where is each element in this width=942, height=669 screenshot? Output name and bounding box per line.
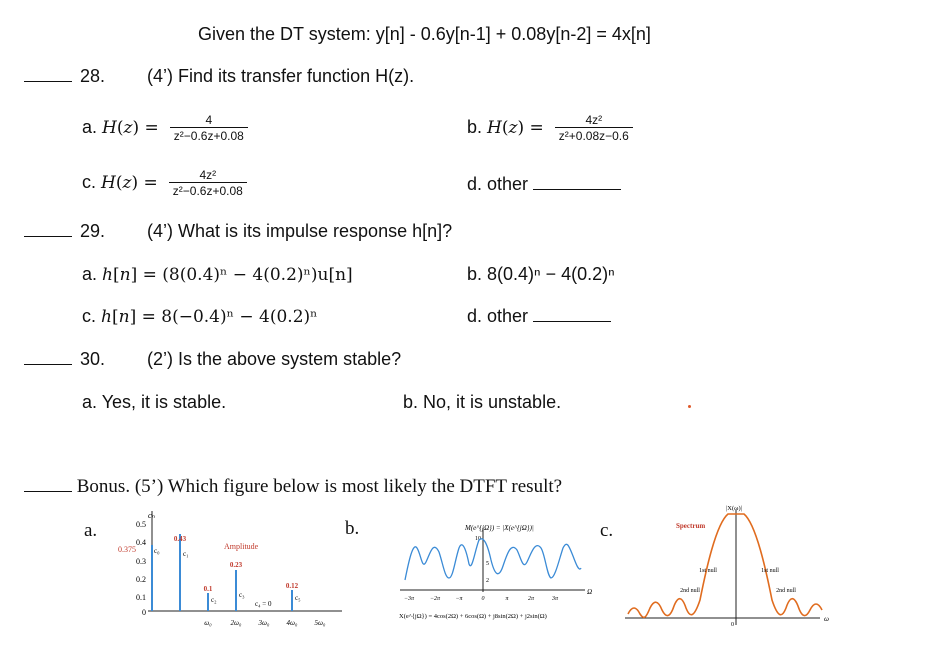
x-tick-labels: [204, 619, 326, 627]
answer-blank-28[interactable]: [24, 81, 72, 82]
option-29a[interactable]: a. h[n] = (8(0.4)ⁿ − 4(0.2)ⁿ)u[n]: [82, 264, 353, 285]
null-label: 1st null: [761, 568, 779, 574]
null-labels: [680, 568, 796, 594]
figure-b-label[interactable]: b.: [345, 518, 360, 539]
question-28-prompt: (4’) Find its transfer function H(z).: [147, 66, 415, 86]
top-label: M(e^{jΩ}) = |X(e^{jΩ})|: [465, 524, 534, 532]
answer-blank-bonus[interactable]: [24, 491, 72, 492]
axis-omega: ω: [824, 615, 829, 623]
value-label: 0.23: [229, 561, 243, 569]
magnitude-curve: [405, 539, 581, 580]
coef-label: c₃: [239, 591, 245, 599]
option-29d[interactable]: d. other: [467, 306, 611, 327]
axis-cn-label: cₙ: [148, 511, 155, 520]
question-28-row: [24, 66, 105, 87]
question-30-prompt: (2’) Is the above system stable?: [147, 349, 402, 369]
figure-a-line-spectrum: [112, 505, 347, 635]
axis-omega: Ω: [587, 588, 593, 596]
x-tick: 3π: [551, 596, 559, 602]
y-tick: 2: [486, 578, 489, 584]
y-tick: 0.2: [136, 575, 146, 584]
figure-b-magnitude-plot: [395, 520, 605, 632]
x-tick: 3ω₀: [258, 619, 270, 627]
null-label: 1st null: [699, 568, 717, 574]
y-tick: 0.375: [118, 545, 136, 554]
option-28b[interactable]: b. H(z) = $\frac{\text{4z²}}{\text{z²+0.08z−0.6}}$: [467, 113, 633, 143]
system-equation-title: Given the DT system: y[n] - 0.6y[n-1] + 0.08y[n-2] = 4x[n]: [198, 24, 651, 44]
option-28c[interactable]: c. H(z) = $\frac{\text{4z²}}{\text{z²−0.6z+0.08}}$: [82, 168, 247, 198]
x-tick: 4ω₀: [286, 619, 298, 627]
option-30a[interactable]: a. Yes, it is stable.: [82, 392, 227, 412]
stray-dot: [688, 405, 691, 408]
coefficient-labels: [154, 547, 301, 608]
question-number: 28.: [80, 66, 106, 86]
x-tick: 0: [481, 596, 485, 602]
bonus-row: [24, 476, 562, 498]
y-tick-labels: [118, 520, 146, 617]
bonus-prompt: Bonus. (5’) Which figure below is most likely the DTFT result?: [76, 476, 563, 497]
option-28d[interactable]: d. other: [467, 174, 621, 195]
other-blank[interactable]: [533, 189, 621, 190]
y-tick: 10: [475, 536, 481, 542]
coef-label: c₀: [154, 547, 160, 555]
option-28a[interactable]: a. H(z) = $\frac{4}{\text{z²−0.6z+0.08}}$: [82, 113, 248, 143]
coef-label: c₁: [183, 550, 189, 558]
x-tick-labels: [404, 596, 559, 602]
y-tick: 0.5: [136, 520, 146, 529]
null-label: 2nd null: [776, 588, 796, 594]
figure-c-spectrum-plot: [620, 500, 835, 628]
option-30b[interactable]: b. No, it is unstable.: [403, 392, 562, 412]
x-tick: ω₀: [204, 619, 212, 627]
x-tick: −3π: [403, 596, 415, 602]
answer-blank-29[interactable]: [24, 236, 72, 237]
option-29c[interactable]: c. h[n] = 8(−0.4)ⁿ − 4(0.2)ⁿ: [82, 306, 318, 327]
y-tick: 0.3: [136, 557, 146, 566]
question-number: 29.: [80, 221, 106, 241]
figure-c-label[interactable]: c.: [600, 520, 614, 541]
fraction: $\frac{4}{\text{z²−0.6z+0.08}}$: [170, 113, 248, 143]
value-label: 0.12: [285, 582, 299, 590]
x-tick: −2π: [429, 596, 441, 602]
value-label: 0.43: [173, 535, 187, 543]
coef-label: c₄ = 0: [255, 600, 272, 608]
null-label: 2nd null: [680, 588, 700, 594]
option-29b[interactable]: b. 8(0.4)ⁿ − 4(0.2)ⁿ: [467, 264, 615, 284]
fraction: $\frac{\text{4z²}}{\text{z²−0.6z+0.08}}$: [169, 168, 247, 198]
coef-label: c₂: [211, 596, 217, 604]
x-tick: 2ω₀: [230, 619, 242, 627]
question-29-row: [24, 221, 105, 242]
spectrum-title: Spectrum: [676, 522, 706, 530]
question-number: 30.: [80, 349, 106, 369]
question-29-prompt: (4’) What is its impulse response h[n]?: [147, 221, 453, 241]
y-tick: 0.1: [136, 593, 146, 602]
x-tick: 2π: [527, 596, 535, 602]
fraction: $\frac{\text{4z²}}{\text{z²+0.08z−0.6}}$: [555, 113, 633, 143]
coef-label: c₅: [295, 594, 301, 602]
x-tick: 5ω₀: [314, 619, 326, 627]
other-blank[interactable]: [533, 321, 611, 322]
y-tick: 0: [142, 608, 146, 617]
value-label: 0.1: [203, 585, 213, 593]
y-tick-labels: [475, 536, 489, 584]
y-tick: 0.4: [136, 538, 146, 547]
amplitude-label: Amplitude: [224, 542, 259, 551]
x-tick: −π: [455, 596, 463, 602]
top-label: |X(ω)|: [726, 505, 742, 512]
answer-blank-30[interactable]: [24, 364, 72, 365]
spectrum-curve: [628, 514, 822, 617]
y-tick: 5: [486, 561, 489, 567]
question-30-row: [24, 349, 105, 370]
caption: X(e^{jΩ}) = 4cos(2Ω) + 6cos(Ω) + j8sin(2Ω) + j2sin(Ω): [399, 613, 547, 620]
x-tick: π: [505, 596, 509, 602]
origin-label: 0: [731, 622, 734, 628]
figure-a-label[interactable]: a.: [84, 520, 98, 541]
